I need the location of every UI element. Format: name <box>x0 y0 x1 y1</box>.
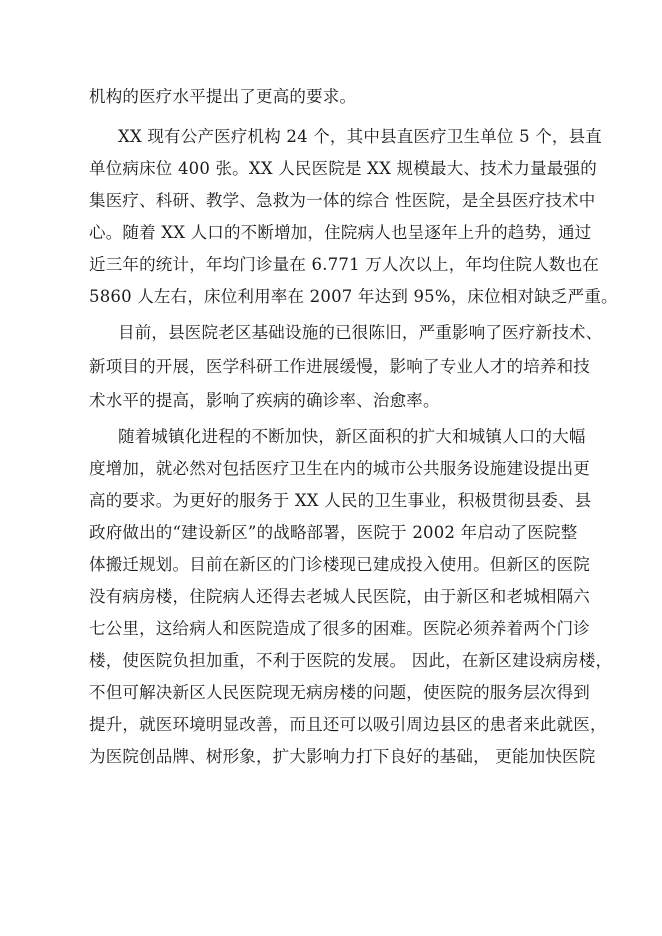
text-line: 新项目的开展，医学科研工作进展缓慢，影响了专业人才的培养和技 <box>89 357 590 376</box>
text-line: 近三年的统计，年均门诊量在 6.771 万人次以上，年均住院人数也在 <box>89 255 600 274</box>
text-line: 随着城镇化进程的不断加快，新区面积的扩大和城镇人口的大幅 <box>118 427 586 446</box>
text-line: 没有病房楼，住院病人还得去老城人民医院，由于新区和老城相隔六 <box>89 587 590 606</box>
text-line: 目前，县医院老区基础设施的已很陈旧，严重影响了医疗新技术、 <box>118 323 603 342</box>
text-line: 七公里，这给病人和医院造成了很多的困难。医院必须养着两个门诊 <box>89 619 590 638</box>
text-line: 术水平的提高，影响了疾病的确诊率、治愈率。 <box>89 391 440 410</box>
text-line: 心。随着 XX 人口的不断增加，住院病人也呈逐年上升的趋势，通过 <box>89 223 592 242</box>
text-line: 不但可解决新区人民医院现无病房楼的问题，使医院的服务层次得到 <box>89 683 590 702</box>
text-line: 政府做出的“建设新区”的战略部署，医院于 2002 年启动了医院整 <box>89 523 578 542</box>
text-line: 体搬迁规划。目前在新区的门诊楼现已建成投入使用。但新区的医院 <box>89 555 590 574</box>
text-line: 楼，使医院负担加重，不利于医院的发展。 因此，在新区建设病房楼， <box>89 651 613 670</box>
text-line: 高的要求。为更好的服务于 XX 人民的卫生事业，积极贯彻县委、县 <box>89 491 592 510</box>
text-line: 单位病床位 400 张。XX 人民医院是 XX 规模最大、技术力量最强的 <box>89 159 597 178</box>
text-line: 度增加，就必然对包括医疗卫生在内的城市公共服务设施建设提出更 <box>89 459 590 478</box>
text-line: 机构的医疗水平提出了更高的要求。 <box>89 87 357 106</box>
text-line: 5860 人左右，床位利用率在 2007 年达到 95%，床位相对缺乏严重。 <box>89 287 618 306</box>
text-line: 为医院创品牌、树形象，扩大影响力打下良好的基础， 更能加快医院 <box>89 747 596 766</box>
text-line: XX 现有公产医疗机构 24 个，其中县直医疗卫生单位 5 个，县直 <box>118 127 603 146</box>
text-line: 集医疗、科研、教学、急救为一体的综合 性医院，是全县医疗技术中 <box>89 191 596 210</box>
text-line: 提升，就医环境明显改善，而且还可以吸引周边县区的患者来此就医， <box>89 715 607 734</box>
